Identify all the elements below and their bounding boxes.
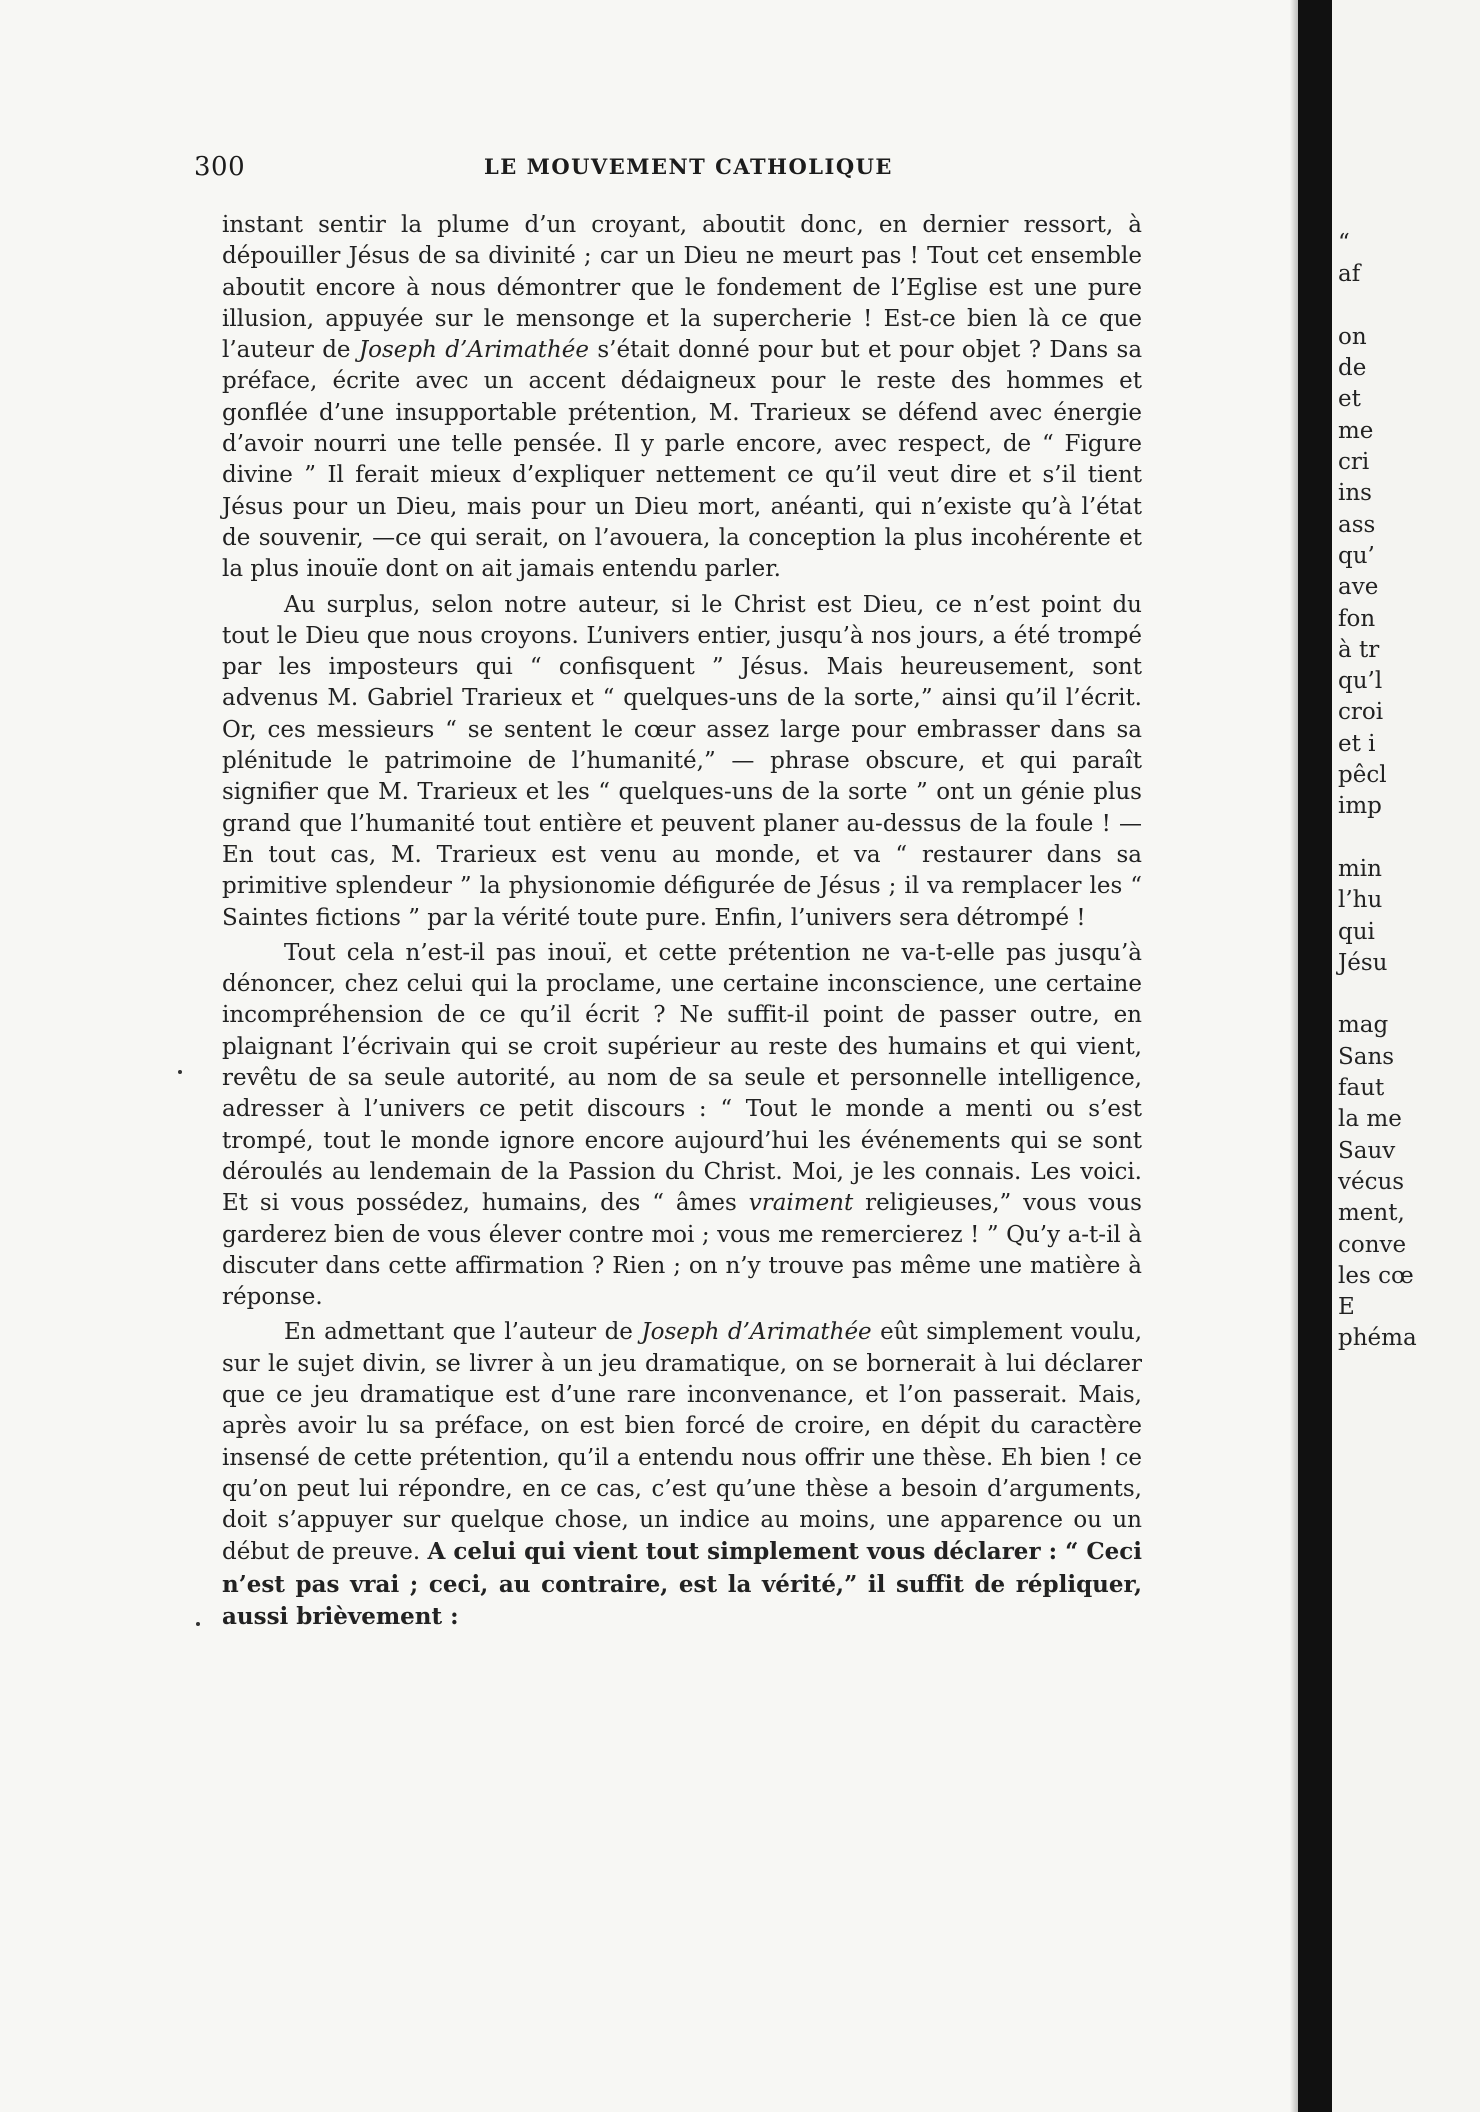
- paragraph-1-rest: s’était donné pour but et pour objet ? Dans sa préface, écrite avec un accent dédaigneux pour le reste des hommes et gonflée d’une insupportable prétention, M. Trarieux se défend avec énergie d’avoir nourri une telle pensée. Il y parle encore, avec respect, de “ Figure divine ” Il ferait mieux d’expliquer nettement ce qu’il veut dire et s’il tient Jésus pour un Dieu, mais pour un Dieu mort, anéanti, qui n’existe qu’à l’état de souvenir, —ce qui serait, on l’avouera, la conception la plus incohérente et la plus inouïe dont on ait jamais entendu parler.: [222, 337, 1143, 583]
- facing-page-line: “: [1338, 230, 1350, 256]
- facing-page-line: on: [1338, 323, 1367, 350]
- facing-page-line: l’hu: [1338, 887, 1383, 914]
- facing-page-line: qui: [1338, 918, 1375, 945]
- running-header: [194, 152, 1264, 186]
- facing-page-line: qu’l: [1338, 668, 1383, 695]
- facing-page-line: min: [1338, 855, 1382, 882]
- page-edge-shadow: [1290, 0, 1298, 2112]
- paragraph-4: [222, 1317, 1142, 1633]
- paragraph-3-text: Tout cela n’est-il pas inouï, et cette prétention ne va-t-elle pas jusqu’à dénoncer, chez celui qui la proclame, une certaine inconscience, une certaine incompréhension de ce qu’il écrit ? Ne suffit-il point de passer outre, en plaignant l’écrivain qui se croit supérieur au reste des humains et qui vient, revêtu de sa seule autorité, au nom de sa seule et personnelle intelligence, adresser à l’univers ce petit discours : “ Tout le monde a menti ou s’est trompé, tout le monde ignore encore aujourd’hui les événements qui se sont déroulés au lendemain de la Passion du Christ. Moi, je les connais. Les voici. Et si vous possédez, humains, des “ âmes: [222, 939, 1142, 1217]
- page-body: [222, 210, 1142, 1637]
- italic-word-vraiment: vraiment: [748, 1190, 854, 1217]
- facing-page-line: les cœ: [1338, 1262, 1414, 1289]
- facing-page-text: [1338, 228, 1478, 1355]
- paragraph-3: [222, 938, 1142, 1314]
- book-gutter: [1298, 0, 1332, 2112]
- page-number: 300: [194, 152, 246, 182]
- paragraph-3-rest: religieuses,” vous vous garderez bien de vous élever contre moi ; vous me remercierez ! ” Qu’y a-t-il à discuter dans cette affirmation ? Rien ; on n’y trouve pas même une matière à réponse.: [222, 1190, 1142, 1311]
- facing-page-line: ave: [1338, 574, 1379, 601]
- facing-page-line: mag: [1338, 1012, 1389, 1039]
- facing-page-line: pêcl: [1338, 762, 1387, 789]
- book-title-joseph-d-arimathee: Joseph d’Arimathée: [358, 337, 590, 364]
- facing-page-line: imp: [1338, 793, 1382, 820]
- facing-page-line: qu’: [1338, 542, 1375, 569]
- facing-page-line: [1338, 979, 1478, 1010]
- facing-page-fragment: [1332, 0, 1480, 2112]
- scan-speck: [196, 1622, 200, 1626]
- facing-page-line: [1338, 823, 1478, 854]
- facing-page-line: Sauv: [1338, 1137, 1396, 1164]
- facing-page-line: Sans: [1338, 1043, 1395, 1070]
- facing-page-line: et i: [1338, 730, 1376, 757]
- facing-page-line: la me: [1338, 1106, 1402, 1133]
- facing-page-line: E: [1338, 1294, 1355, 1321]
- facing-page-line: de: [1338, 355, 1367, 382]
- paragraph-4-bold-ending: A celui qui vient tout simplement vous déclarer : “ Ceci n’est pas vrai ; ceci, au contraire, est la vérité,” il suffit de répliquer, aussi brièvement :: [222, 1538, 1142, 1631]
- facing-page-line: conve: [1338, 1231, 1407, 1258]
- book-title-joseph-d-arimathee-2: Joseph d’Arimathée: [641, 1319, 872, 1346]
- paragraph-1: [222, 210, 1142, 586]
- facing-page-line: cri: [1338, 449, 1370, 476]
- paragraph-2: Au surplus, selon notre auteur, si le Christ est Dieu, ce n’est point du tout le Dieu que nous croyons. L’univers entier, jusqu’à nos jours, a été trompé par les imposteurs qui “ confisquent ” Jésus. Mais heureusement, sont advenus M. Gabriel Trarieux et “ quelques-uns de la sorte,” ainsi qu’il l’écrit. Or, ces messieurs “ se sentent le cœur assez large pour embrasser dans sa plénitude le patrimoine de l’humanité,” — phrase obscure, et qui paraît signifier que M. Trarieux et les “ quelques-uns de la sorte ” ont un génie plus grand que l’humanité tout entière et peuvent planer au-dessus de la foule ! — En tout cas, M. Trarieux est venu au monde, et va “ restaurer dans sa primitive splendeur ” la physionomie défigurée de Jésus ; il va remplacer les “ Saintes fictions ” par la vérité toute pure. Enfin, l’univers sera détrompé !: [222, 591, 1142, 931]
- facing-page-line: et: [1338, 386, 1361, 413]
- paragraph-4-rest: eût simplement voulu, sur le sujet divin, se livrer à un jeu dramatique, on se bornerait à lui déclarer que ce jeu dramatique est d’une rare inconvenance, et l’on passerait. Mais, après avoir lu sa préface, on est bien forcé de croire, en dépit du caractère insensé de cette prétention, qu’il a entendu nous offrir une thèse. Eh bien ! ce qu’on peut lui répondre, en ce cas, c’est qu’une thèse a besoin d’arguments, doit s’appuyer sur quelque chose, un indice au moins, une apparence ou un début de preuve.: [222, 1319, 1143, 1566]
- facing-page-line: phéma: [1338, 1325, 1417, 1352]
- facing-page-line: me: [1338, 417, 1374, 444]
- running-title: LE MOUVEMENT CATHOLIQUE: [484, 154, 893, 179]
- facing-page-line: ment,: [1338, 1200, 1405, 1227]
- scan-speck: [178, 1070, 182, 1074]
- facing-page-line: croi: [1338, 699, 1384, 726]
- facing-page-line: à tr: [1338, 636, 1380, 663]
- paragraph-1-text: instant sentir la plume d’un croyant, aboutit donc, en dernier ressort, à dépouiller Jésus de sa divinité ; car un Dieu ne meurt pas ! Tout cet ensemble aboutit encore à nous démontrer que le fondement de l’Eglise est une pure illusion, appuyée sur le mensonge et la supercherie ! Est-ce bien là ce que l’auteur de: [222, 212, 1142, 364]
- facing-page-line: faut: [1338, 1075, 1385, 1102]
- facing-page-line: fon: [1338, 605, 1376, 632]
- paragraph-4-text: En admettant que l’auteur de: [284, 1319, 633, 1346]
- facing-page-line: af: [1338, 261, 1361, 288]
- facing-page-line: vécus: [1338, 1168, 1405, 1195]
- facing-page-line: ass: [1338, 511, 1376, 538]
- facing-page-line: ins: [1338, 480, 1372, 507]
- facing-page-line: Jésu: [1338, 949, 1388, 976]
- facing-page-line: [1338, 291, 1478, 322]
